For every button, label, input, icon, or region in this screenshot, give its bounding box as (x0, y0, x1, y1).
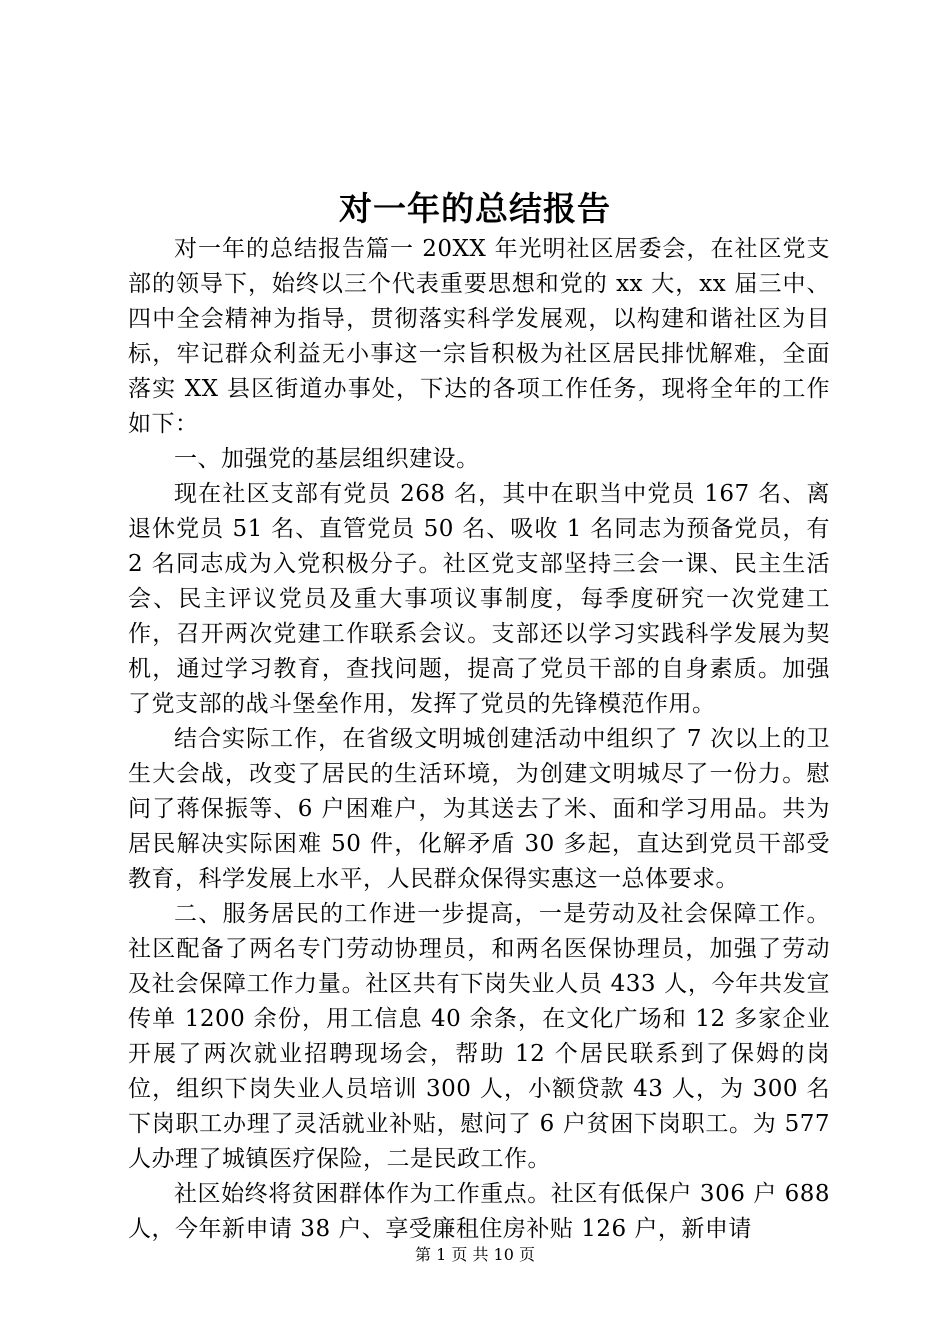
paragraph-party-members: 现在社区支部有党员 268 名，其中在职当中党员 167 名、离退休党员 51 名、直管党员 50 名、吸收 1 名同志为预备党员，有 2 名同志成为入党积极分子。社区党支部坚持三会一课、民主生活会、民主评议党员及重大事项议事制度，每季度研究一次党建工作，召开两次党建工作联系会议。支部还以学习实践科学发展为契机，通过学习教育，查找问题，提高了党员干部的自身素质。加强了党支部的战斗堡垒作用，发挥了党员的先锋模范作用。 (128, 481, 830, 717)
paragraph-resident-services: 二、服务居民的工作进一步提高，一是劳动及社会保障工作。社区配备了两名专门劳动协理员，和两名医保协理员，加强了劳动及社会保障工作力量。社区共有下岗失业人员 433 人，今年共发宣传单 1200 余份，用工信息 40 余条，在文化广场和 12 多家企业开展了两次就业招聘现场会，帮助 12 个居民联系到了保姆的岗位，组织下岗失业人员培训 300 人，小额贷款 43 人，为 300 名下岗职工办理了灵活就业补贴，慰问了 6 户贫困下岗职工。为 577 人办理了城镇医疗保险，二是民政工作。 (128, 901, 830, 1172)
document-title: 对一年的总结报告 (339, 189, 611, 228)
paragraph-intro: 对一年的总结报告篇一 20XX 年光明社区居委会，在社区党支部的领导下，始终以三个代表重要思想和党的 xx 大，xx 届三中、四中全会精神为指导，贯彻落实科学发展观，以构建和谐社区为目标，牢记群众利益无小事这一宗旨积极为社区居民排忧解难，全面落实 XX 县区街道办事处，下达的各项工作任务，现将全年的工作如下： (128, 236, 830, 437)
paragraph-poverty-groups: 社区始终将贫困群体作为工作重点。社区有低保户 306 户 688 人，今年新申请 38 户、享受廉租住房补贴 126 户，新申请 (128, 1181, 830, 1242)
document-body (128, 232, 830, 1247)
paragraph-practical-work: 结合实际工作，在省级文明城创建活动中组织了 7 次以上的卫生大会战，改变了居民的生活环境，为创建文明城尽了一份力。慰问了蒋保振等、6 户困难户，为其送去了米、面和学习用品。共为居民解决实际困难 50 件，化解矛盾 30 多起，直达到党员干部受教育，科学发展上水平，人民群众保得实惠这一总体要求。 (128, 726, 830, 892)
page-footer: 第 1 页 共 10 页 (415, 1245, 535, 1264)
paragraph-section-heading-1: 一、加强党的基层组织建设。 (174, 446, 480, 472)
